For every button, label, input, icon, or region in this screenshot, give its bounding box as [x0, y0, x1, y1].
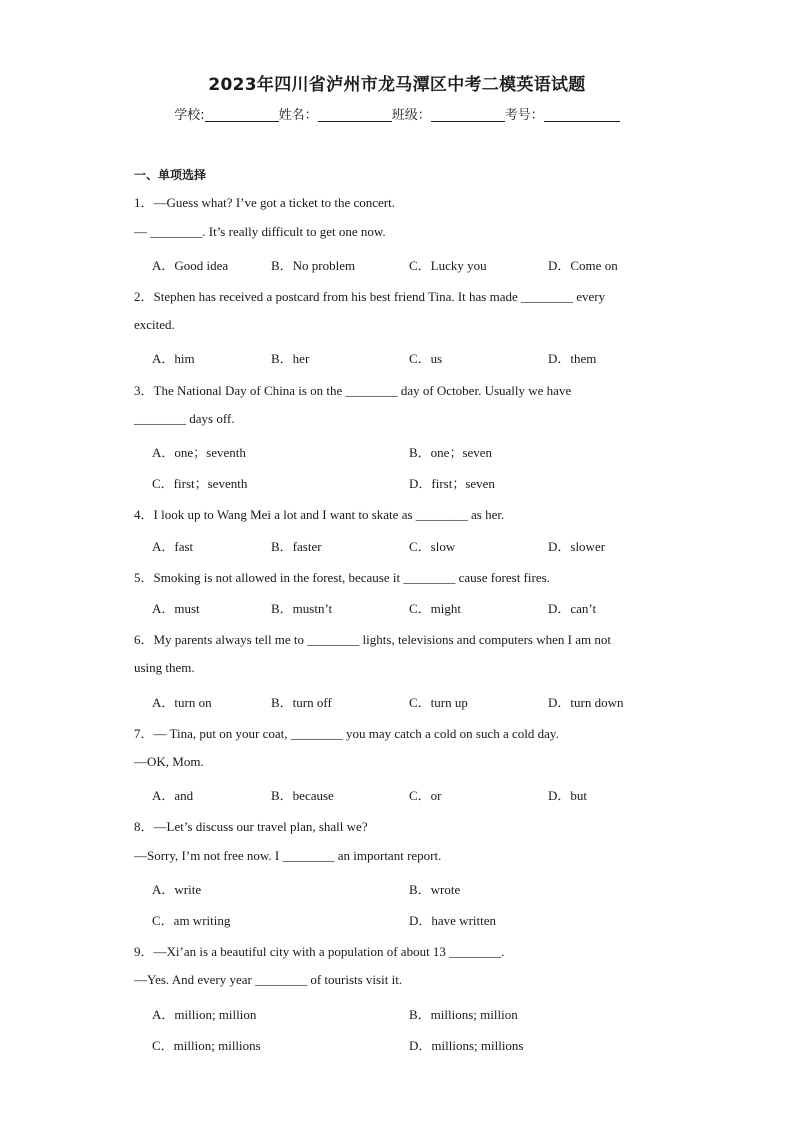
- question-4-line-1: 4．I look up to Wang Mei a lot and I want to skate as ________ as her.: [134, 507, 505, 522]
- question-7-line-1: 7．— Tina, put on your coat, ________ you may catch a cold on such a cold day.: [134, 726, 559, 741]
- question-3-option-b[interactable]: B．one；seven: [409, 445, 493, 460]
- question-6-line-2: using them.: [134, 660, 195, 675]
- question-2-option-c[interactable]: C．us: [409, 351, 443, 366]
- question-7-option-d[interactable]: D．but: [548, 788, 588, 803]
- question-6-option-a[interactable]: A．turn on: [152, 695, 212, 710]
- question-7-option-b[interactable]: B．because: [271, 788, 334, 803]
- question-8-option-b[interactable]: B．wrote: [409, 882, 461, 897]
- question-1-option-a[interactable]: A．Good idea: [152, 258, 229, 273]
- question-8-line-2: —Sorry, I’m not free now. I ________ an important report.: [134, 848, 442, 863]
- exam-number-blank[interactable]: [544, 107, 620, 122]
- question-2-option-b[interactable]: B．her: [271, 351, 310, 366]
- question-6-line-1: 6．My parents always tell me to ________ lights, televisions and computers when I am not: [134, 632, 611, 647]
- question-2-option-d[interactable]: D．them: [548, 351, 597, 366]
- class-blank[interactable]: [431, 107, 505, 122]
- question-3-line-1: 3．The National Day of China is on the ________ day of October. Usually we have: [134, 383, 572, 398]
- question-9-option-b[interactable]: B．millions; million: [409, 1007, 518, 1022]
- question-5-line-1: 5．Smoking is not allowed in the forest, because it ________ cause forest fires.: [134, 570, 550, 585]
- question-5-option-b[interactable]: B．mustn’t: [271, 601, 333, 616]
- question-9-line-1: 9．—Xi’an is a beautiful city with a population of about 13 ________.: [134, 944, 505, 959]
- question-3-line-2: ________ days off.: [134, 411, 235, 426]
- question-3-option-a[interactable]: A．one；seventh: [152, 445, 246, 460]
- question-7-option-a[interactable]: A．and: [152, 788, 194, 803]
- page-title: 2023年四川省泸州市龙马潭区中考二模英语试题: [208, 75, 586, 95]
- question-5-option-a[interactable]: A．must: [152, 601, 200, 616]
- student-info-row: [0, 104, 794, 123]
- question-5-option-c[interactable]: C．might: [409, 601, 462, 616]
- question-2-option-a[interactable]: A．him: [152, 351, 195, 366]
- question-9-option-a[interactable]: A．million; million: [152, 1007, 257, 1022]
- exam-number-label: 考号：: [504, 108, 544, 123]
- question-1-option-c[interactable]: C．Lucky you: [409, 258, 487, 273]
- question-9-line-2: —Yes. And every year ________ of tourists visit it.: [134, 972, 403, 987]
- question-1-line-2: — ________. It’s really difficult to get one now.: [134, 224, 386, 239]
- question-8-option-d[interactable]: D．have written: [409, 913, 497, 928]
- question-7-option-c[interactable]: C．or: [409, 788, 442, 803]
- question-6-option-d[interactable]: D．turn down: [548, 695, 624, 710]
- name-blank[interactable]: [318, 107, 392, 122]
- name-label: 姓名：: [278, 108, 318, 123]
- question-2-line-2: excited.: [134, 317, 175, 332]
- school-label: 学校:: [174, 108, 205, 123]
- question-4-option-a[interactable]: A．fast: [152, 539, 194, 554]
- question-1-option-d[interactable]: D．Come on: [548, 258, 618, 273]
- question-2-line-1: 2．Stephen has received a postcard from his best friend Tina. It has made ________ every: [134, 289, 606, 304]
- question-6-option-c[interactable]: C．turn up: [409, 695, 468, 710]
- question-4-option-b[interactable]: B．faster: [271, 539, 322, 554]
- class-label: 班级：: [391, 108, 431, 123]
- question-4-option-c[interactable]: C．slow: [409, 539, 456, 554]
- question-8-line-1: 8．—Let’s discuss our travel plan, shall we?: [134, 819, 368, 834]
- question-1-option-b[interactable]: B．No problem: [271, 258, 356, 273]
- question-6-option-b[interactable]: B．turn off: [271, 695, 332, 710]
- question-8-option-a[interactable]: A．write: [152, 882, 202, 897]
- question-7-line-2: —OK, Mom.: [134, 754, 204, 769]
- question-5-option-d[interactable]: D．can’t: [548, 601, 597, 616]
- question-4-option-d[interactable]: D．slower: [548, 539, 606, 554]
- question-3-option-d[interactable]: D．first；seven: [409, 476, 495, 491]
- question-9-option-d[interactable]: D．millions; millions: [409, 1038, 524, 1053]
- question-3-option-c[interactable]: C．first；seventh: [152, 476, 248, 491]
- question-1-line-1: 1．—Guess what? I’ve got a ticket to the concert.: [134, 195, 395, 210]
- question-8-option-c[interactable]: C．am writing: [152, 913, 231, 928]
- question-9-option-c[interactable]: C．million; millions: [152, 1038, 261, 1053]
- school-blank[interactable]: [205, 107, 279, 122]
- section-heading: 一、单项选择: [134, 168, 207, 182]
